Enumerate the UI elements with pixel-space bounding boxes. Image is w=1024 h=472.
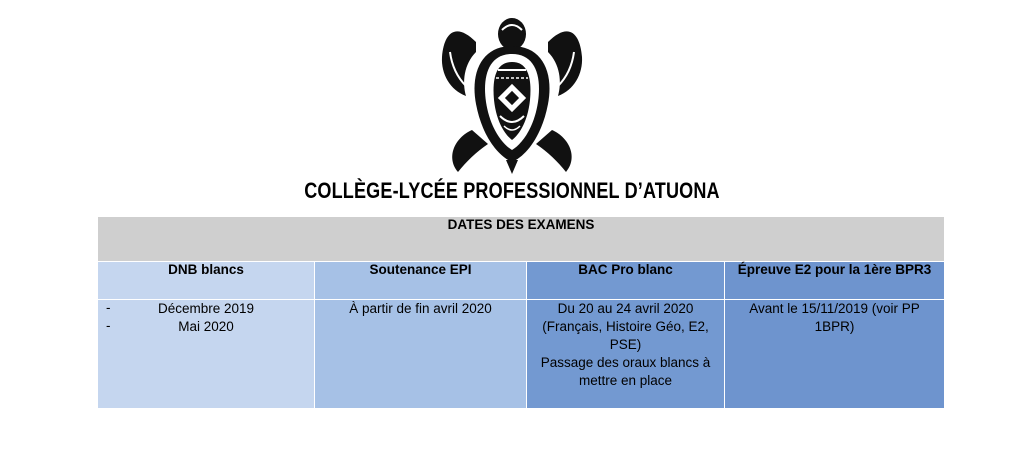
e2-line-2: 1BPR) <box>814 319 855 334</box>
column-header-dnb: DNB blancs <box>98 262 315 300</box>
school-title: COLLÈGE-LYCÉE PROFESSIONNEL D’ATUONA <box>304 178 720 203</box>
epi-date: À partir de fin avril 2020 <box>349 301 492 316</box>
dnb-date-2: Mai 2020 <box>178 319 234 334</box>
e2-line-1: Avant le 15/11/2019 (voir PP <box>749 301 920 316</box>
bac-line-4: Passage des oraux blancs à <box>540 355 711 370</box>
cell-bac <box>527 300 725 409</box>
cell-e2 <box>725 300 945 409</box>
bullet-dash: - <box>106 300 111 315</box>
column-header-epi: Soutenance EPI <box>315 262 527 300</box>
table-title: DATES DES EXAMENS <box>98 217 945 262</box>
cell-dnb <box>98 300 315 409</box>
bullet-dash: - <box>106 318 111 333</box>
dnb-date-1: Décembre 2019 <box>157 301 255 316</box>
bac-line-2: (Français, Histoire Géo, E2, <box>542 319 709 334</box>
bac-line-5: mettre en place <box>578 373 673 388</box>
bac-line-1: Du 20 au 24 avril 2020 <box>557 301 694 316</box>
bac-line-3: PSE) <box>609 337 642 352</box>
column-header-bac: BAC Pro blanc <box>527 262 725 300</box>
turtle-logo-icon <box>436 12 588 178</box>
cell-epi <box>315 300 527 409</box>
column-header-e2: Épreuve E2 pour la 1ère BPR3 <box>725 262 945 300</box>
exam-dates-table <box>97 216 945 409</box>
